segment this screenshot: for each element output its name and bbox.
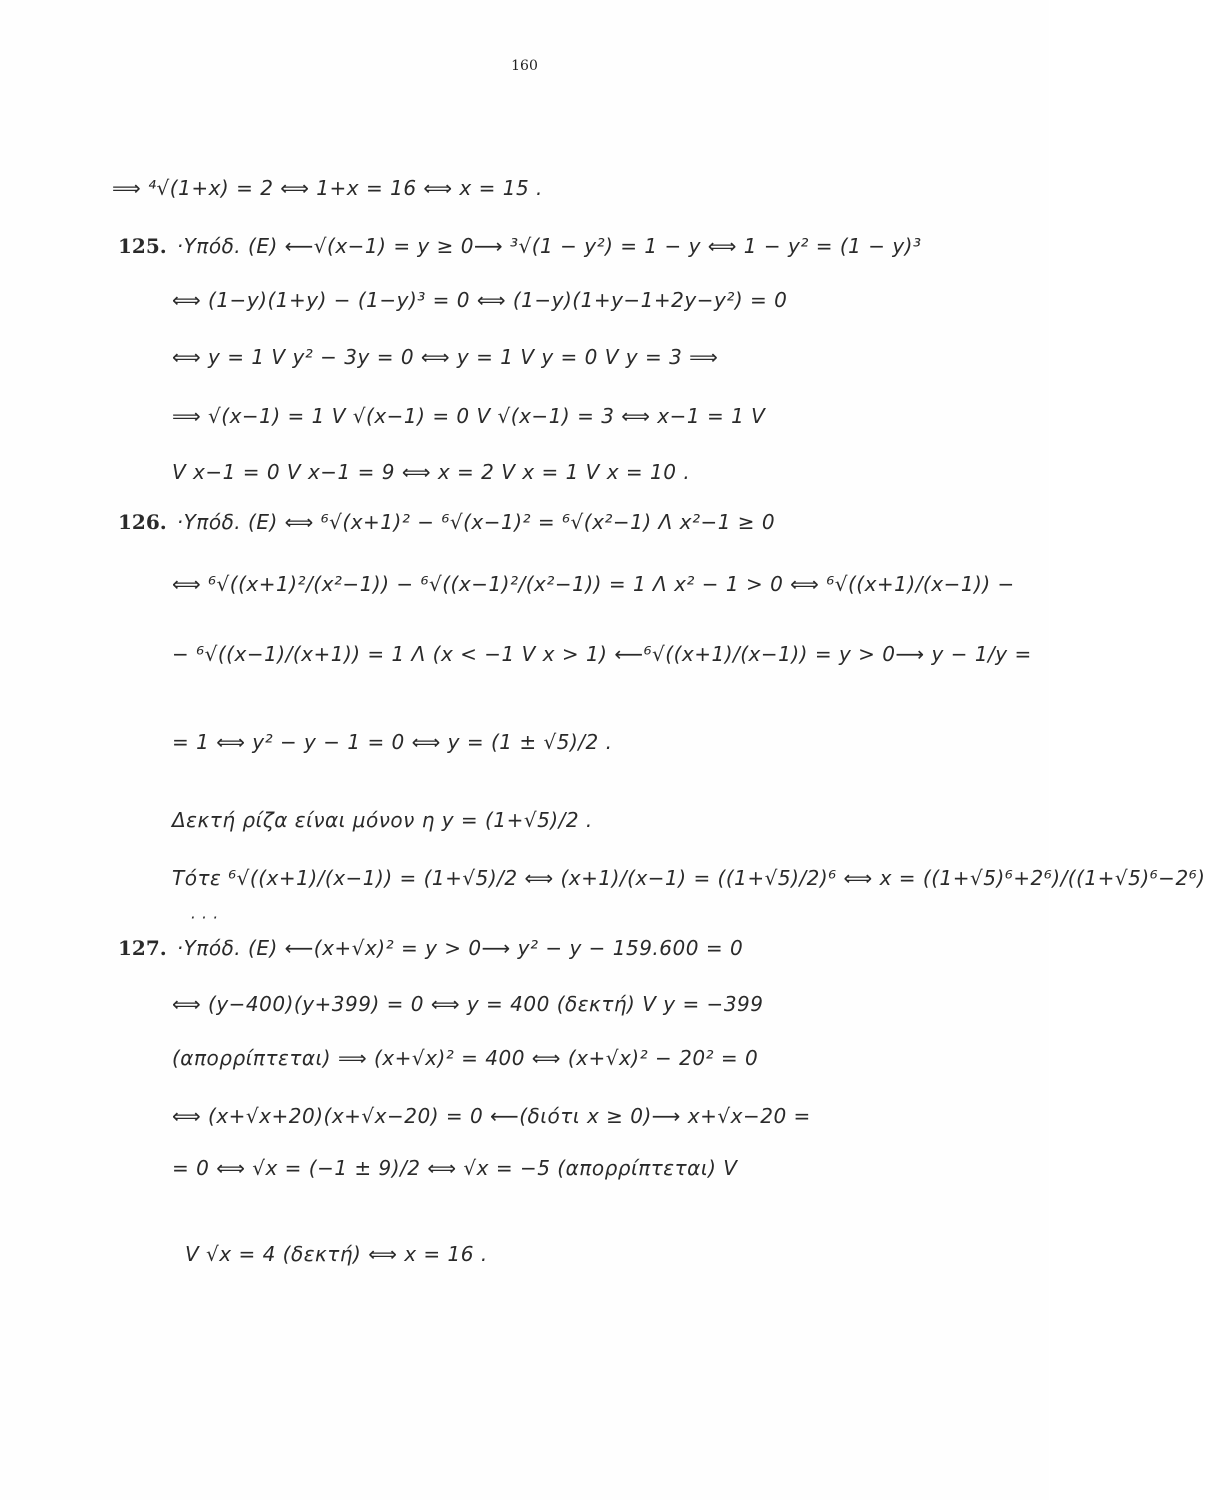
- solution-line-8: ⟺ ⁶√((x+1)²/(x²−1)) − ⁶√((x−1)²/(x²−1)) = 1 Λ x² − 1 > 0 ⟺ ⁶√((x+1)/(x−1)) −: [172, 572, 1015, 596]
- solution-line-7: [118, 510, 775, 534]
- solution-line-15: (απορρίπτεται) ⟹ (x+√x)² = 400 ⟺ (x+√x)² − 20² = 0: [172, 1046, 759, 1070]
- solution-line-2-text: ·Υπόδ. (E) ⟵√(x−1) = y ≥ 0⟶ ³√(1 − y²) = 1 − y ⟺ 1 − y² = (1 − y)³: [176, 234, 922, 258]
- solution-line-13: [118, 936, 743, 960]
- solution-line-7-text: ·Υπόδ. (E) ⟺ ⁶√(x+1)² − ⁶√(x−1)² = ⁶√(x²−1) Λ x²−1 ≥ 0: [176, 510, 776, 534]
- solution-line-12: Τότε ⁶√((x+1)/(x−1)) = (1+√5)/2 ⟺ (x+1)/(x−1) = ((1+√5)/2)⁶ ⟺ x = ((1+√5)⁶+2⁶)/((1+√5)⁶−2⁶): [172, 866, 1206, 890]
- solution-line-18: V √x = 4 (δεκτή) ⟺ x = 16 .: [185, 1242, 488, 1266]
- problem-number-126: 126.: [118, 510, 167, 534]
- solution-line-17: = 0 ⟺ √x = (−1 ± 9)/2 ⟺ √x = −5 (απορρίπτεται) V: [172, 1156, 738, 1180]
- solution-line-5: ⟹ √(x−1) = 1 V √(x−1) = 0 V √(x−1) = 3 ⟺ x−1 = 1 V: [172, 404, 766, 428]
- ellipsis: · · ·: [190, 908, 218, 927]
- solution-line-10: = 1 ⟺ y² − y − 1 = 0 ⟺ y = (1 ± √5)/2 .: [172, 730, 613, 754]
- solution-line-11: Δεκτή ρίζα είναι μόνον η y = (1+√5)/2 .: [172, 808, 593, 832]
- solution-line-4: ⟺ y = 1 V y² − 3y = 0 ⟺ y = 1 V y = 0 V y = 3 ⟹: [172, 345, 719, 369]
- solution-line-6: V x−1 = 0 V x−1 = 9 ⟺ x = 2 V x = 1 V x = 10 .: [172, 460, 691, 484]
- solution-line-2: [118, 234, 922, 258]
- solution-line-16: ⟺ (x+√x+20)(x+√x−20) = 0 ⟵(διότι x ≥ 0)⟶ x+√x−20 =: [172, 1104, 811, 1128]
- solution-line-14: ⟺ (y−400)(y+399) = 0 ⟺ y = 400 (δεκτή) V y = −399: [172, 992, 764, 1016]
- solution-line-9: − ⁶√((x−1)/(x+1)) = 1 Λ (x < −1 V x > 1) ⟵⁶√((x+1)/(x−1)) = y > 0⟶ y − 1/y =: [172, 642, 1032, 666]
- solution-line-3: ⟺ (1−y)(1+y) − (1−y)³ = 0 ⟺ (1−y)(1+y−1+2y−y²) = 0: [172, 288, 788, 312]
- solution-line-1: ⟹ ⁴√(1+x) = 2 ⟺ 1+x = 16 ⟺ x = 15 .: [112, 176, 543, 200]
- page-number: 160: [511, 58, 538, 74]
- solution-line-13-text: ·Υπόδ. (E) ⟵(x+√x)² = y > 0⟶ y² − y − 159.600 = 0: [176, 936, 744, 960]
- problem-number-125: 125.: [118, 234, 167, 258]
- problem-number-127: 127.: [118, 936, 167, 960]
